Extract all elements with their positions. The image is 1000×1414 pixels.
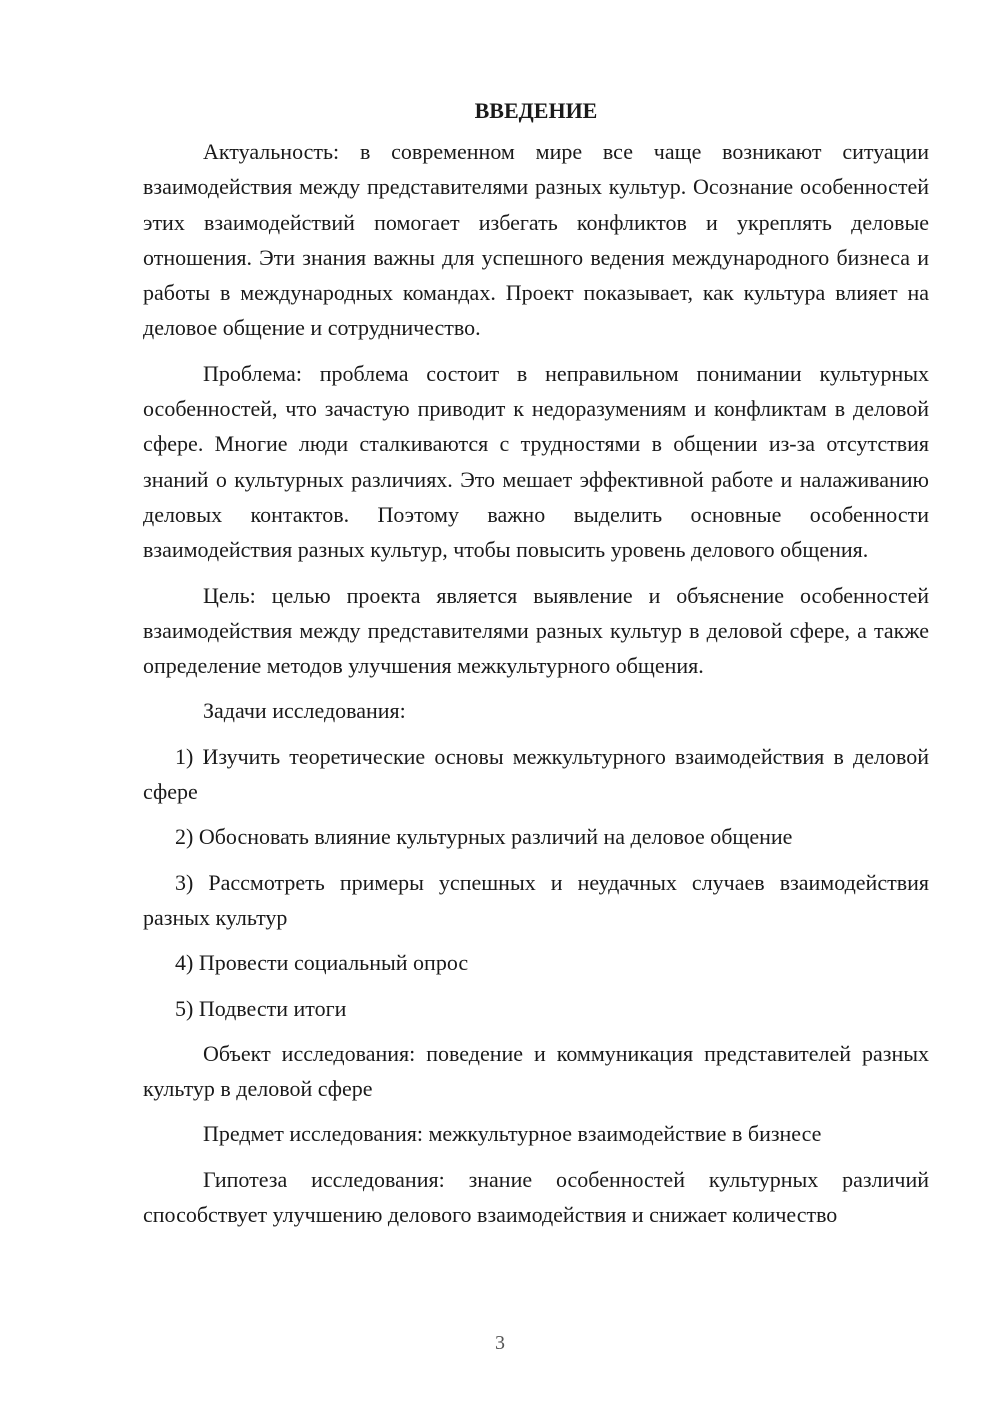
object-paragraph: Объект исследования: поведение и коммуникация представителей разных культур в деловой сфере [143,1040,929,1102]
goal-paragraph: Цель: целью проекта является выявление и объяснение особенностей взаимодействия между представителями разных культур в деловой сфере, а также определение методов улучшения межкультурного общения. [143,582,929,679]
subject-paragraph: Предмет исследования: межкультурное взаимодействие в бизнесе [203,1121,822,1147]
list-item: 2) Обосновать влияние культурных различий на деловое общение [175,824,793,850]
list-item: 5) Подвести итоги [175,995,347,1021]
tasks-heading: Задачи исследования: [203,698,406,724]
relevance-paragraph: Актуальность: в современном мире все чаще возникают ситуации взаимодействия между представителями разных культур. Осознание особенностей этих взаимодействий помогает избегать конфликтов и укреплять деловые отношения. Эти знания важны для успешного ведения международного бизнеса и работы в международных командах. Проект показывает, как культура влияет на деловое общение и сотрудничество. [143,139,929,341]
hypothesis-paragraph: Гипотеза исследования: знание особенностей культурных различий способствует улучшению делового взаимодействия и снижает количество [143,1166,929,1228]
list-item: 1) Изучить теоретические основы межкультурного взаимодействия в деловой сфере [143,743,929,805]
page-number: 3 [495,1332,505,1354]
problem-paragraph: Проблема: проблема состоит в неправильном понимании культурных особенностей, что зачастую приводит к недоразумениям и конфликтам в деловой сфере. Многие люди сталкиваются с трудностями в общении из-за отсутствия знаний о культурных различиях. Это мешает эффективной работе и налаживанию деловых контактов. Поэтому важно выделить основные особенности взаимодействия разных культур, чтобы повысить уровень делового общения. [143,360,929,563]
list-item: 3) Рассмотреть примеры успешных и неудачных случаев взаимодействия разных культур [143,869,929,930]
page-title: ВВЕДЕНИЕ [474,98,598,123]
list-item: 4) Провести социальный опрос [175,950,469,976]
tasks-list [143,739,929,1026]
document-page [143,88,929,1242]
